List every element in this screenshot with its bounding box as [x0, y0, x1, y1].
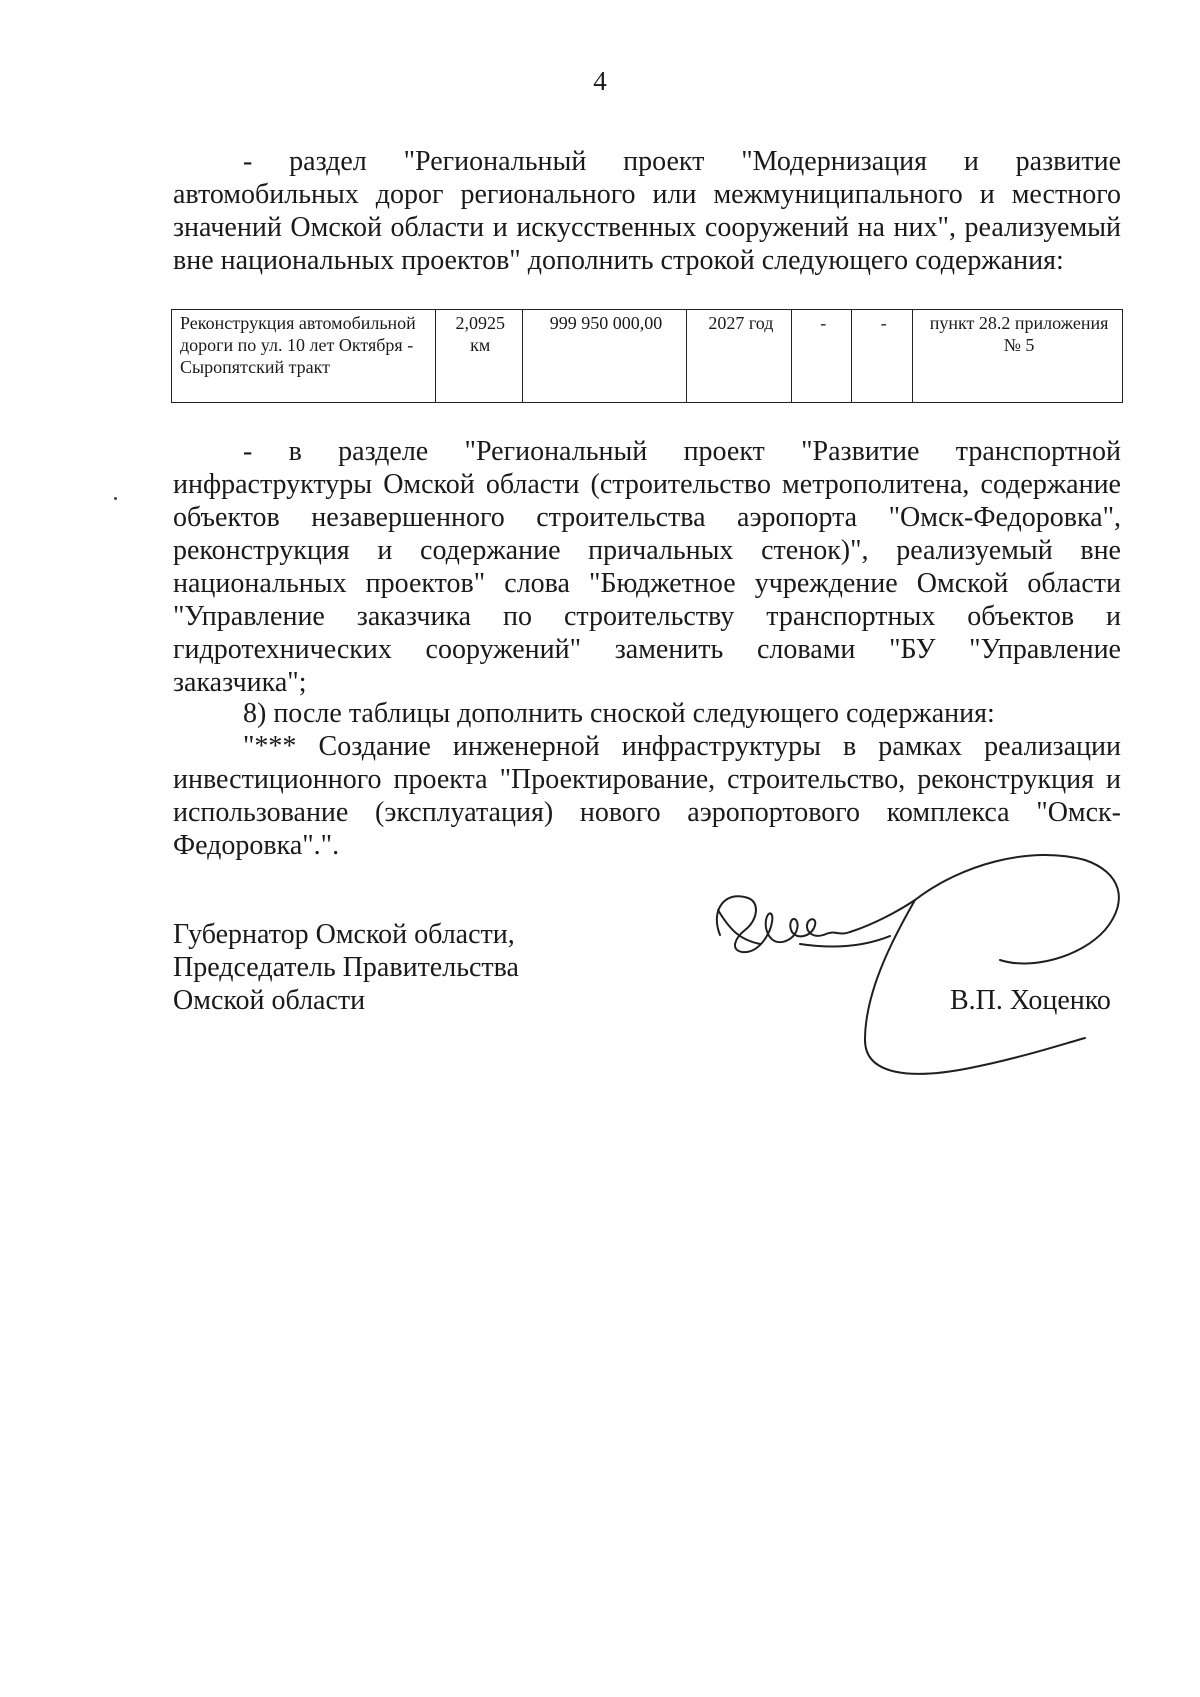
transport-section-paragraph: - в разделе "Региональный проект "Развитие транспортной инфраструктуры Омской области (строительство метрополитена, содержание объектов незавершенного строительства аэропорта "Омск-Федоровка", реконструкция и содержание причальных стенок)", реализуемый вне национальных проектов" слова "Бюджетное учреждение Омской области "Управление заказчика по строительству транспортных объектов и гидротехнических сооружений" заменить словами "БУ "Управление заказчика";: [173, 436, 1121, 698]
table-cell-reference: пункт 28.2 приложения № 5: [913, 310, 1123, 403]
section-intro-paragraph: - раздел "Региональный проект "Модернизация и развитие автомобильных дорог регионального или межмуниципального и местного значений Омской области и искусственных сооружений на них", реализуемый вне национальных проектов" дополнить строкой следующего содержания:: [173, 146, 1121, 276]
table-cell-length: 2,0925 км: [435, 310, 522, 403]
footnote-paragraph: "*** Создание инженерной инфраструктуры в рамках реализации инвестиционного проекта "Проектирование, строительство, реконструкция и использование (эксплуатация) нового аэропортового комплекса "Омск-Федоровка".".: [173, 731, 1121, 861]
signer-title-line: Председатель Правительства: [173, 952, 519, 983]
signer-title: [173, 918, 593, 1017]
table-cell-col5: -: [792, 310, 852, 403]
item-8-paragraph: 8) после таблицы дополнить сноской следующего содержания:: [243, 698, 995, 729]
table-cell-amount: 999 950 000,00: [522, 310, 687, 403]
signer-title-line: Губернатор Омской области,: [173, 919, 515, 950]
handwritten-signature: [700, 840, 1140, 1090]
scan-speck: [114, 497, 117, 500]
signer-name: В.П. Хоценко: [950, 985, 1111, 1016]
table-cell-year: 2027 год: [687, 310, 792, 403]
table-row: [172, 310, 1123, 403]
page-number: 4: [593, 66, 607, 96]
road-project-table: [171, 309, 1123, 403]
table-cell-col6: -: [852, 310, 913, 403]
signer-title-line: Омской области: [173, 985, 366, 1016]
table-cell-object: Реконструкция автомобильной дороги по ул. 10 лет Октября - Сыропятский тракт: [172, 310, 436, 403]
